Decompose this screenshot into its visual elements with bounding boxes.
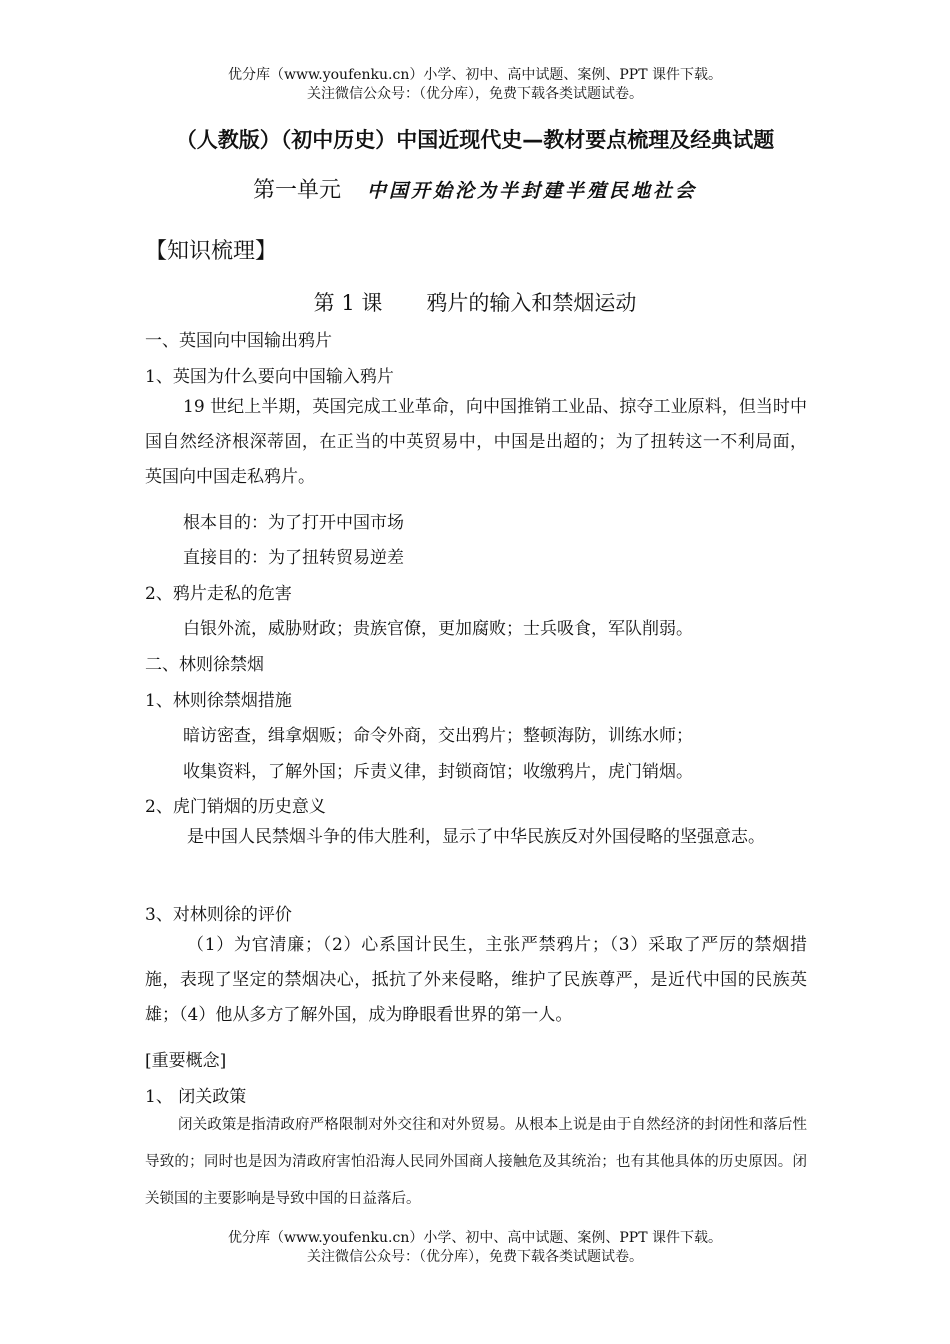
- header-line-1: 优分库（www.youfenku.cn）小学、初中、高中试题、案例、PPT 课件下载。: [227, 67, 722, 83]
- lesson-name: 鸦片的输入和禁烟运动: [426, 291, 637, 315]
- heading-2-2: 2、虎门销烟的历史意义: [145, 797, 326, 817]
- section-heading: 【知识梳理】: [145, 239, 278, 264]
- heading-1-1: 1、英国为什么要向中国输入鸦片: [145, 367, 394, 387]
- footer-line-1: 优分库（www.youfenku.cn）小学、初中、高中试题、案例、PPT 课件下载。: [227, 1230, 722, 1246]
- lesson-number: 第 1 课: [313, 291, 383, 315]
- header-line-2: 关注微信公众号：（优分库），免费下载各类试题试卷。: [307, 86, 643, 102]
- paragraph-3: （1）为官清廉；（2）心系国计民生，主张严禁鸦片；（3）采取了严厉的禁烟措施，表现了坚定的禁烟决心，抵抗了外来侵略，维护了民族尊严，是近代中国的民族英雄；（4）他从多方了解外国，成为睁眼看世界的第一人。: [145, 935, 807, 1025]
- direct-goal: 直接目的：为了扭转贸易逆差: [183, 548, 404, 568]
- heading-1-2: 2、鸦片走私的危害: [145, 584, 292, 604]
- lesson-heading: [0, 287, 950, 317]
- root-goal: 根本目的：为了打开中国市场: [183, 513, 404, 533]
- unit-label: 第一单元: [252, 178, 341, 203]
- concept-1-heading: 1、 闭关政策: [145, 1087, 247, 1107]
- footer-line-2: 关注微信公众号：（优分库），免费下载各类试题试卷。: [307, 1249, 643, 1265]
- concepts-heading: [重要概念]: [145, 1051, 227, 1071]
- unit-heading: [0, 173, 950, 204]
- paragraph-1: 19 世纪上半期，英国完成工业革命，向中国推销工业品、掠夺工业原料，但当时中国自然经济根深蒂固，在正当的中英贸易中，中国是出超的；为了扭转这一不利局面，英国向中国走私鸦片。: [145, 397, 807, 487]
- measures-line-2: 收集资料，了解外国；斥责义律，封锁商馆；收缴鸦片，虎门销烟。: [183, 762, 693, 782]
- heading-2: 二、林则徐禁烟: [145, 655, 264, 675]
- heading-2-1: 1、林则徐禁烟措施: [145, 691, 292, 711]
- harm-text: 白银外流，威胁财政；贵族官僚，更加腐败；士兵吸食，军队削弱。: [183, 619, 693, 639]
- heading-1: 一、英国向中国输出鸦片: [145, 331, 332, 351]
- unit-name: 中国开始沦为半封建半殖民地社会: [367, 180, 698, 202]
- document-title: （人教版）（初中历史）中国近现代史—教材要点梳理及经典试题: [175, 128, 775, 152]
- measures-line-1: 暗访密查，缉拿烟贩；命令外商，交出鸦片；整顿海防，训练水师；: [183, 726, 693, 746]
- paragraph-2: 是中国人民禁烟斗争的伟大胜利，显示了中华民族反对外国侵略的坚强意志。: [187, 827, 765, 847]
- paragraph-4: 闭关政策是指清政府严格限制对外交往和对外贸易。从根本上说是由于自然经济的封闭性和落后性导致的；同时也是因为清政府害怕沿海人民同外国商人接触危及其统治；也有其他具体的历史原因。闭关锁国的主要影响是导致中国的日益落后。: [145, 1117, 807, 1207]
- heading-2-3: 3、对林则徐的评价: [145, 905, 292, 925]
